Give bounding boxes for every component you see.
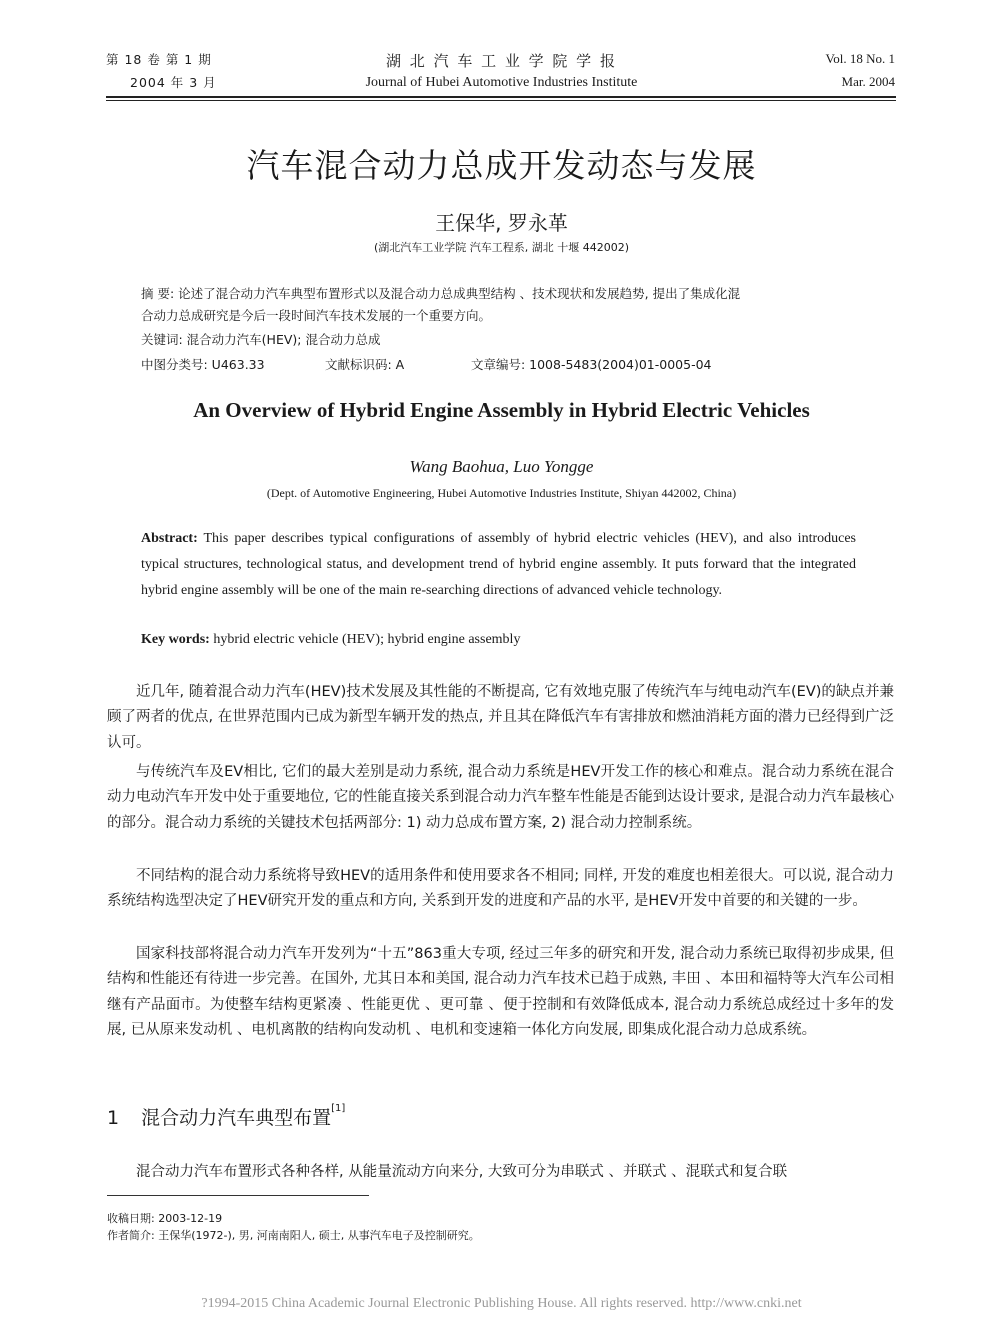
abstract-cn-line2: 合动力总成研究是今后一段时间汽车技术发展的一个重要方向。 (141, 308, 492, 323)
copyright-notice: ?1994-2015 China Academic Journal Electronic Publishing House. All rights reserved. http://www.cnki.net (201, 1296, 802, 1311)
english-abstract (141, 526, 856, 604)
paper-title: 汽车混合动力总成开发动态与发展 (246, 146, 757, 185)
body-paragraph-1: 近几年, 随着混合动力汽车(HEV)技术发展及其性能的不断提高, 它有效地克服了传统汽车与纯电动汽车(EV)的缺点并兼顾了两者的优点, 在世界范围内已成为新型车辆开发的热点, 并且其在降低汽车有害排放和燃油消耗方面的潜力已经得到广泛认可。 (107, 684, 894, 751)
classification-row (141, 355, 712, 373)
header-rule-thin (106, 100, 896, 101)
section-number: 1 (107, 1107, 120, 1129)
volume-issue-en: Vol. 18 No. 1 (825, 51, 895, 66)
journal-name-en: Journal of Hubei Automotive Industries Institute (365, 75, 638, 90)
author-bio: 作者简介: 王保华(1972-), 男, 河南南阳人, 硕士, 从事汽车电子及控制研究。 (107, 1229, 480, 1242)
document-code: 文献标识码: A (324, 357, 405, 372)
abstract-text: This paper describes typical configurations of assembly of hybrid electric vehicles (HEV), and also introduces typical structures, technological status, and development trend of hybrid engine assembly. It puts forward that the integrated hybrid engine assembly will be one of the main re-searching directions of advanced vehicle technology. (141, 531, 856, 598)
volume-issue: 第 18 卷 第 1 期 (106, 52, 212, 67)
abstract-cn-line1: 摘 要: 论述了混合动力汽车典型布置形式以及混合动力总成典型结构 、技术现状和发展趋势, 提出了集成化混 (141, 286, 741, 301)
english-authors: Wang Baohua, Luo Yongge (409, 457, 594, 476)
keywords-label: Key words: (141, 632, 210, 647)
header-rule (106, 96, 896, 98)
section-reference: [1] (331, 1103, 346, 1114)
paper-authors: 王保华, 罗永革 (435, 211, 568, 235)
section-heading (107, 1103, 345, 1130)
publication-date: 2004 年 3 月 (130, 75, 217, 90)
english-keywords (141, 632, 520, 648)
keywords-text: hybrid electric vehicle (HEV); hybrid engine assembly (209, 632, 521, 647)
clc-number: 中图分类号: U463.33 (141, 357, 265, 372)
journal-name-cn: 湖 北 汽 车 工 业 学 院 学 报 (386, 52, 617, 70)
body-paragraph-2: 与传统汽车及EV相比, 它们的最大差别是动力系统, 混合动力系统是HEV开发工作的核心和难点。混合动力系统在混合动力电动汽车开发中处于重要地位, 它的性能直接关系到混合动力汽车整车性能是否能到达设计要求, 是混合动力汽车最核心的部分。混合动力系统的关键技术包括两部分: 1) 动力总成布置方案, 2) 混合动力控制系统。 (107, 764, 894, 831)
footnote-rule (107, 1195, 369, 1196)
abstract-label: Abstract: (141, 531, 198, 546)
section-paragraph-1: 混合动力汽车布置形式各种各样, 从能量流动方向来分, 大致可分为串联式 、并联式 、混联式和复合联 (136, 1164, 788, 1180)
received-date: 收稿日期: 2003-12-19 (107, 1212, 223, 1225)
body-paragraph-4: 国家科技部将混合动力汽车开发列为“十五”863重大专项, 经过三年多的研究和开发, 混合动力系统已取得初步成果, 但结构和性能还有待进一步完善。在国外, 尤其日本和美国, 混合动力汽车技术已趋于成熟, 丰田 、本田和福特等大汽车公司相继有产品面市。为使整车结构更紧凑 、性能更优 、更可靠 、便于控制和有效降低成本, 混合动力系统总成经过十多年的发展, 已从原来发动机 、电机离散的结构向发动机 、电机和变速箱一体化方向发展, 即集成化混合动力总成系统。 (107, 946, 894, 1038)
section-title: 混合动力汽车典型布置 (141, 1107, 332, 1129)
english-affiliation: (Dept. of Automotive Engineering, Hubei Automotive Industries Institute, Shiyan 442002, China) (266, 486, 737, 500)
body-paragraph-3: 不同结构的混合动力系统将导致HEV的适用条件和使用要求各不相同; 同样, 开发的难度也相差很大。可以说, 混合动力系统结构选型决定了HEV研究开发的重点和方向, 关系到开发的进度和产品的水平, 是HEV开发中首要的和关键的一步。 (107, 868, 894, 910)
english-title: An Overview of Hybrid Engine Assembly in Hybrid Electric Vehicles (193, 398, 810, 422)
article-number: 文章编号: 1008-5483(2004)01-0005-04 (470, 357, 712, 372)
keywords-cn: 关键词: 混合动力汽车(HEV); 混合动力总成 (141, 332, 381, 347)
publication-date-en: Mar. 2004 (841, 74, 895, 89)
paper-affiliation: (湖北汽车工业学院 汽车工程系, 湖北 十堰 442002) (373, 241, 630, 254)
